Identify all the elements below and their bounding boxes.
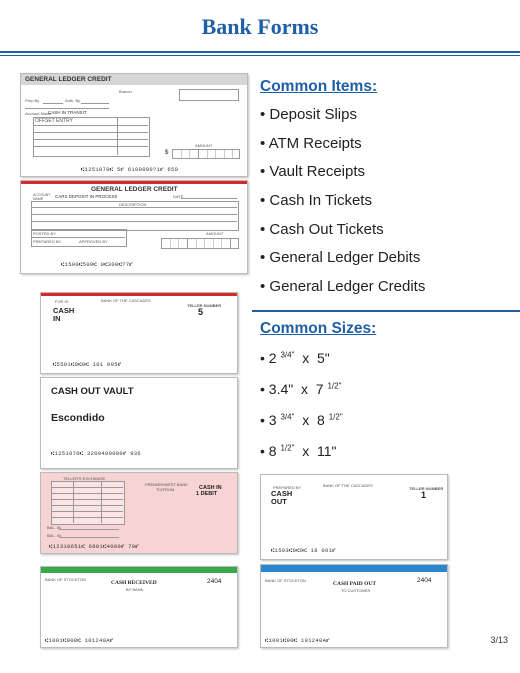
bank-name: BANK OF STOCKTON [45, 577, 86, 582]
field-1-label: BAL. IN [47, 525, 61, 530]
amount-label: AMOUNT [206, 231, 224, 236]
account-name: CARS DEPOSIT IN PROCESS [55, 194, 118, 199]
form-title: CASH PAID OUT [333, 581, 376, 587]
type-line-2: IN [53, 314, 61, 323]
account-name-label: Account Name [25, 111, 52, 116]
account-name: CASH IN TRANSIT [48, 110, 87, 115]
micr-line: ⑆12310651⑆ 6001⑆4000⑈ 70⑈ [49, 543, 140, 550]
description-label: DESCRIPTION [119, 202, 147, 207]
form-cash-received [40, 566, 238, 648]
section-divider [252, 310, 520, 312]
title-rule-thin [0, 55, 520, 56]
form-general-ledger-credit-red [20, 180, 248, 274]
amount-label: AMOUNT [195, 143, 213, 148]
common-items-heading: Common Items: [260, 78, 378, 95]
date-label: DATE [173, 194, 184, 199]
type-line-1: CASH [271, 489, 293, 498]
form-number: 2404 [417, 577, 432, 584]
type-line-1: CASH [53, 306, 75, 315]
list-item: • Deposit Slips [260, 106, 357, 123]
branch-label: Branch [119, 89, 132, 94]
list-item: • General Ledger Credits [260, 278, 426, 295]
form-general-ledger-credit-gray [20, 73, 248, 177]
auth-by-label: Auth. By [65, 98, 81, 103]
size-item: • 2 $^{3/4"}$ x 5" [260, 350, 330, 366]
prepared-by-label: PREPARED BY [33, 239, 62, 244]
micr-line: ⑆1251070⑆ 5⑈ 6100000?1⑈ 650 [81, 166, 179, 173]
exchange-header: TELLER'S EXCHANGE [63, 476, 106, 481]
bank-name: BANK OF STOCKTON [265, 578, 306, 583]
posted-by-label: POSTED BY [33, 231, 56, 236]
form-cash-paid-out [260, 564, 448, 648]
list-item: • General Ledger Debits [260, 249, 421, 266]
form-title: CASH RECEIVED [111, 580, 157, 586]
teller-number-label: TELLER NUMBER [187, 303, 222, 308]
form-title: GENERAL LEDGER CREDIT [25, 76, 112, 83]
list-item: • Cash In Tickets [260, 192, 372, 209]
page-number: 3/13 [490, 635, 508, 645]
field-2-label: BAL. IN [47, 533, 61, 538]
prefix-label: PREPARED BY [273, 485, 302, 490]
micr-line: ⑆1001⑆00⑆ 101240A⑈ [265, 637, 330, 644]
branch-sub: TO/FROM [156, 487, 175, 492]
bank-name: BANK OF THE CASCADES [101, 298, 151, 303]
form-title: CASH OUT VAULT [51, 386, 134, 397]
type-line-2: 1 DEBIT [196, 491, 218, 497]
teller-number: 5 [198, 307, 204, 317]
size-item: • 3 $^{3/4"}$ x 8 $^{1/2"}$ [260, 412, 343, 428]
list-item: • Cash Out Tickets [260, 221, 384, 238]
size-item: • 3.4" x 7 $^{1/2"}$ [260, 381, 342, 397]
prefix-label: FOR ID [55, 299, 69, 304]
teller-number-label: TELLER NUMBER [409, 486, 444, 491]
prep-by-label: Prep By [25, 98, 40, 103]
approved-by-label: APPROVED BY [79, 239, 108, 244]
form-cash-in [40, 292, 238, 374]
form-cash-out-vault [40, 377, 238, 469]
form-subtitle: TO CUSTOMER [341, 588, 371, 593]
account-label: ACCOUNT NAME [33, 193, 51, 201]
form-cash-out [260, 474, 448, 560]
form-title: GENERAL LEDGER CREDIT [91, 186, 178, 193]
micr-line: ⑆1500⑆500⑆ 0⑆300⑆?7⑈ [61, 261, 134, 268]
micr-line: ⑆1503⑆0⑆0⑆ 18 001⑈ [271, 547, 336, 554]
branch-name: Escondido [51, 412, 105, 424]
title-rule [0, 51, 520, 53]
type-line-1: CASH IN [199, 485, 222, 491]
micr-line: ⑆5501⑆0⑆0⑆ 101 005⑈ [53, 361, 122, 368]
size-item: • 8 $^{1/2"}$ x 11" [260, 443, 337, 459]
page-title: Bank Forms [201, 14, 319, 39]
teller-number: 1 [421, 490, 427, 500]
form-number: 2404 [207, 578, 222, 585]
offset-entry-label: OFFSET ENTRY [35, 118, 73, 124]
micr-line: ⑆1001⑆008⑆ 101240A⑈ [45, 637, 114, 644]
common-sizes-heading: Common Sizes: [260, 320, 377, 337]
branch-title: PREMIER/WEST BANK [145, 482, 188, 487]
micr-line: ⑆1251070⑆ 3200400000⑈ 936 [51, 450, 142, 457]
dollar-sign: $ [165, 150, 169, 156]
list-item: • Vault Receipts [260, 163, 366, 180]
form-subtitle: BY BANK [126, 587, 144, 592]
form-tellers-exchange [40, 472, 238, 554]
type-line-2: OUT [271, 497, 287, 506]
list-item: • ATM Receipts [260, 135, 362, 152]
bank-name: BANK OF THE CASCADES [323, 483, 373, 488]
